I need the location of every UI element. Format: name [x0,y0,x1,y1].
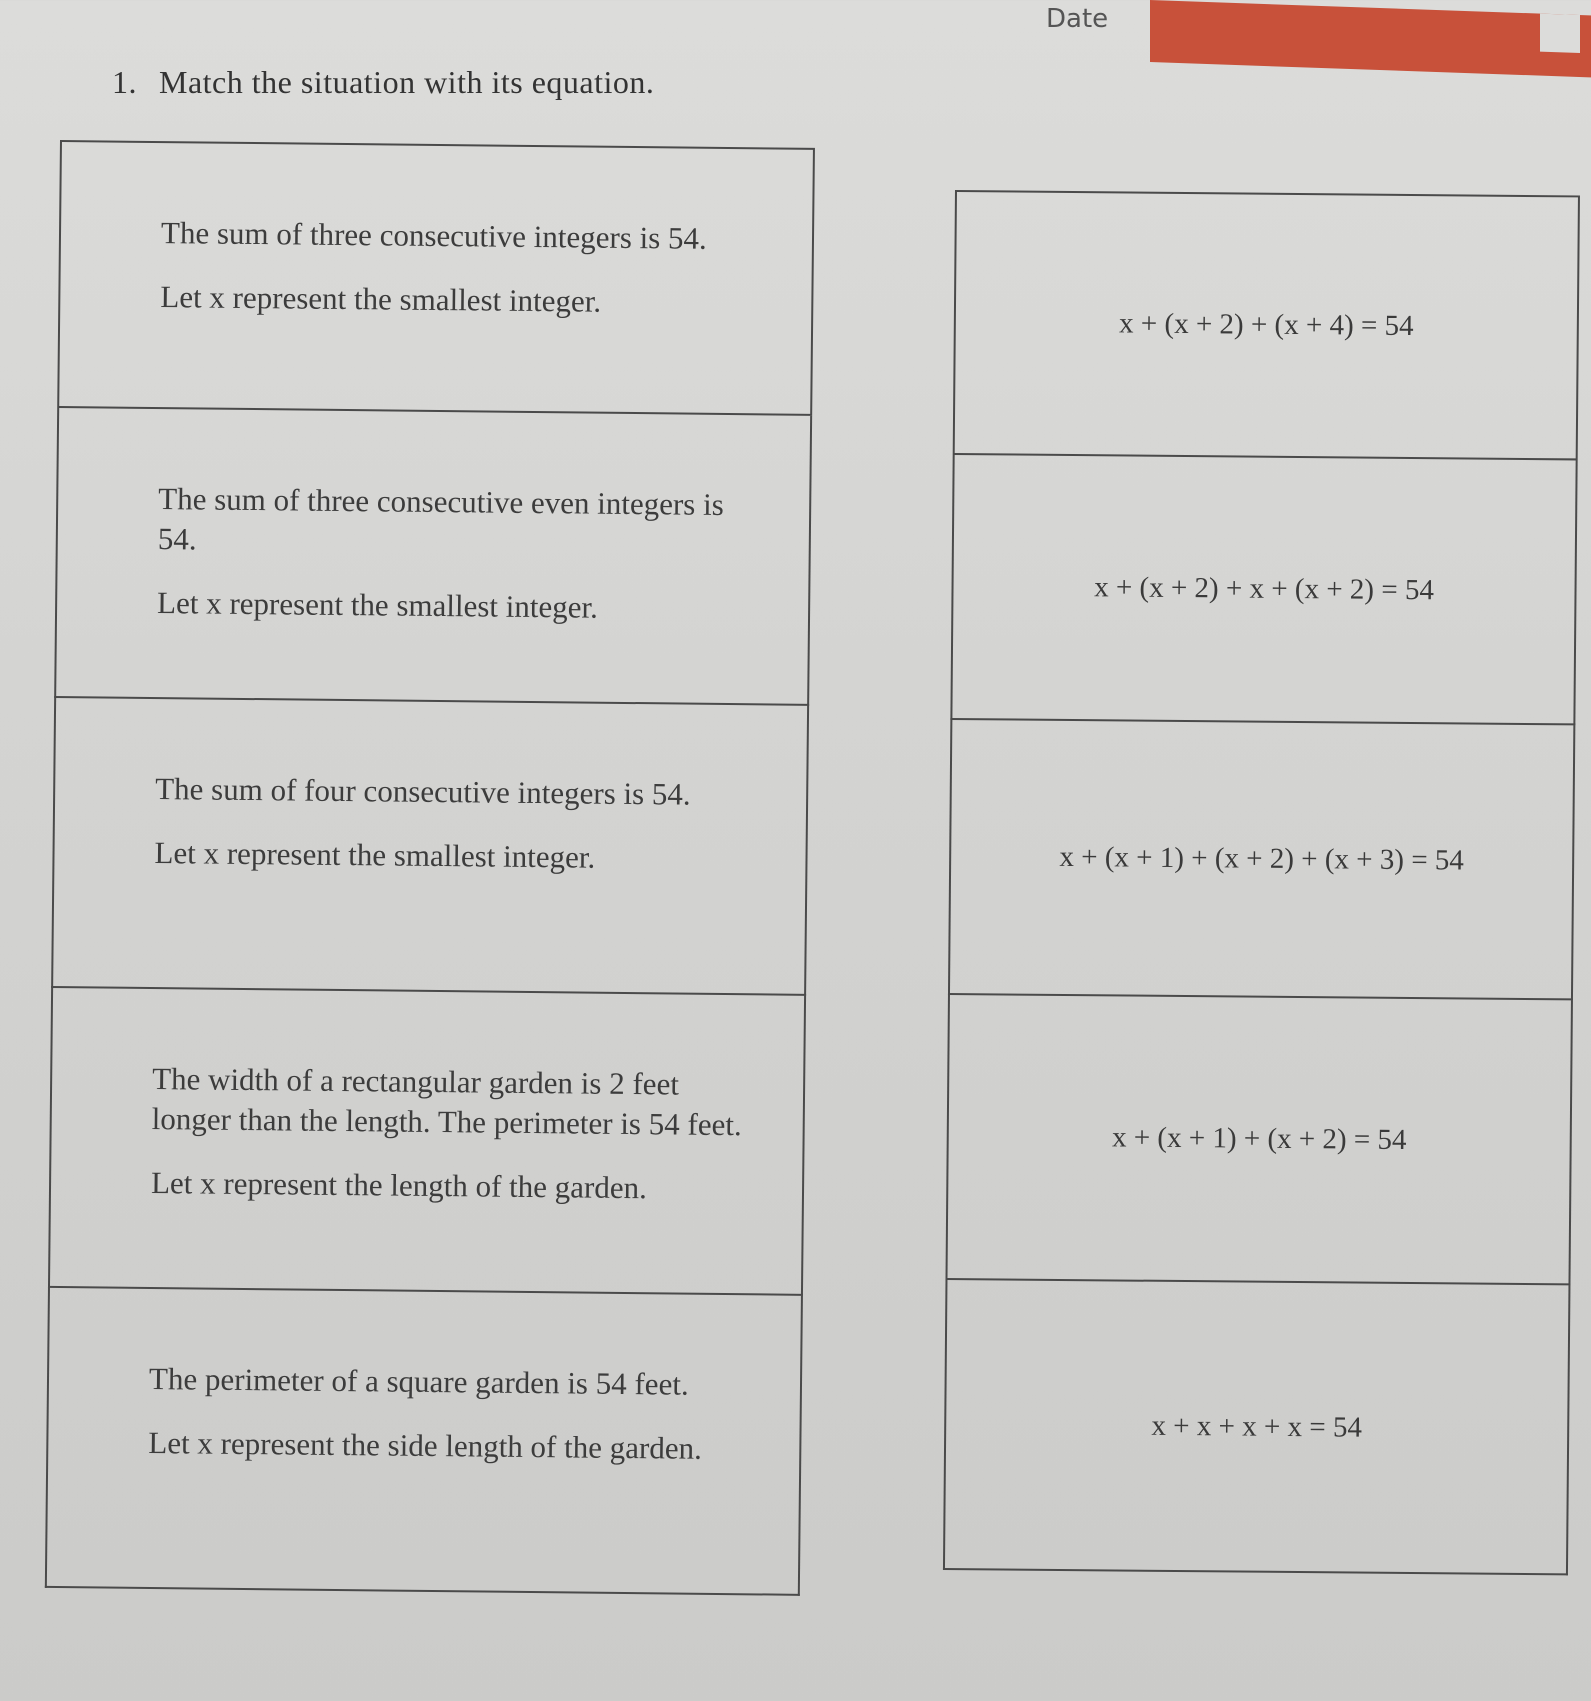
equation-card-5[interactable] [943,1280,1571,1575]
situation-card-1[interactable] [57,140,815,416]
equation-text: x + (x + 1) + (x + 2) + (x + 3) = 54 [1059,840,1465,877]
situation-card-2[interactable] [54,408,812,706]
situations-column [44,140,815,1698]
question-prompt [112,64,654,101]
situation-variable: Let x represent the smallest integer. [154,835,596,875]
situation-text: The sum of three consecutive integers is 54. [160,215,707,256]
question-number: 1. [112,64,137,100]
situation-variable: Let x represent the smallest integer. [156,585,599,625]
header-banner [1150,0,1591,78]
equation-card-4[interactable] [945,995,1572,1285]
situation-card-5[interactable] [45,1288,803,1596]
equation-card-3[interactable] [948,720,1575,1000]
date-label: Date [1046,4,1109,34]
situation-variable: Let x represent the smallest integer. [160,279,602,319]
question-text: Match the situation with its equation. [159,64,655,100]
equation-text: x + x + x + x = 54 [1151,1409,1363,1444]
situation-text: The sum of three consecutive even integers is 54. [157,481,724,557]
situation-variable: Let x represent the side length of the garden. [148,1424,703,1466]
situation-variable: Let x represent the length of the garden. [150,1165,648,1206]
equation-card-2[interactable] [950,455,1577,725]
situation-text: The sum of four consecutive integers is 54. [155,771,691,812]
equation-card-1[interactable] [953,190,1580,460]
banner-tab [1540,14,1580,53]
situation-text: The width of a rectangular garden is 2 feet longer than the length. The perimeter is 54 feet. [151,1061,742,1143]
situation-card-4[interactable] [48,988,806,1296]
equation-text: x + (x + 1) + (x + 2) = 54 [1111,1121,1407,1156]
equations-column [942,190,1580,1635]
situation-card-3[interactable] [51,698,809,996]
equation-text: x + (x + 2) + x + (x + 2) = 54 [1094,571,1435,607]
equation-text: x + (x + 2) + (x + 4) = 54 [1118,307,1414,343]
situation-text: The perimeter of a square garden is 54 feet. [148,1361,689,1402]
